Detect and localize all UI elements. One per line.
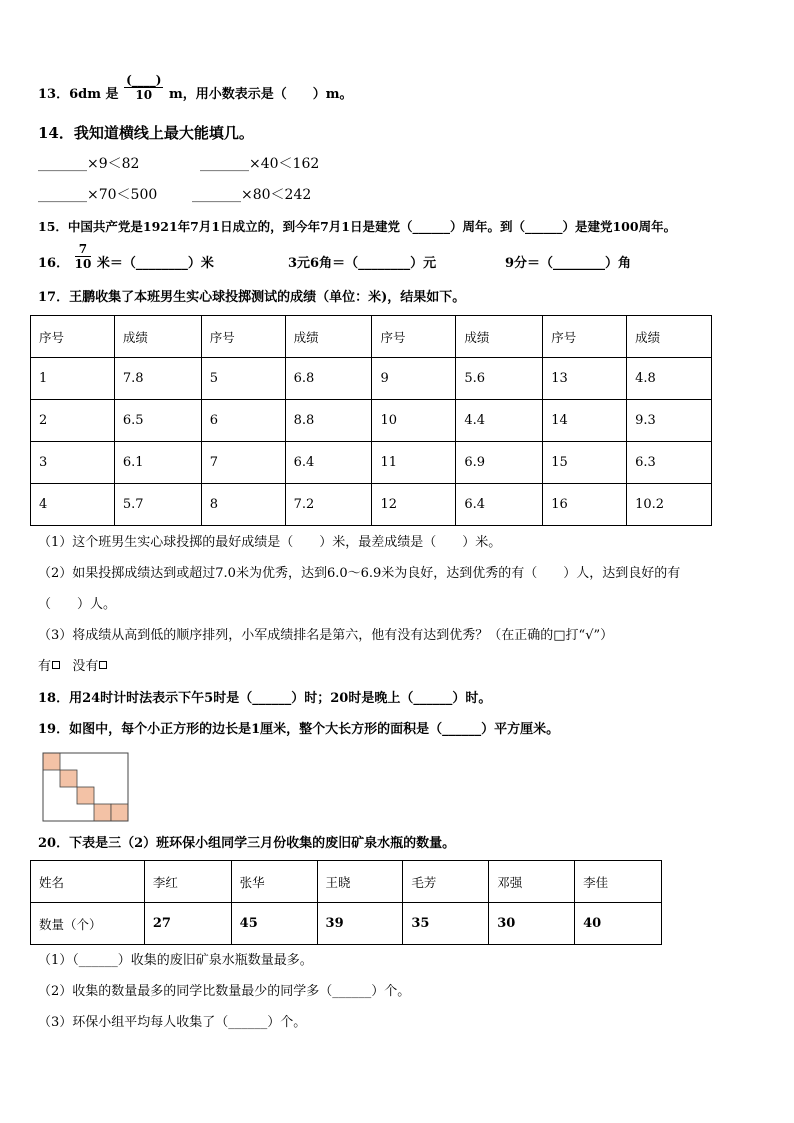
- q17-cell: 6.4: [285, 442, 372, 484]
- q17-cell: 16: [543, 484, 627, 526]
- q17-cell: 4.8: [627, 358, 712, 400]
- q17-cell: 6.1: [114, 442, 201, 484]
- q17-cell: 10: [372, 400, 456, 442]
- q17-cell: 13: [543, 358, 627, 400]
- q20-sub2: （2）收集的数量最多的同学比数量最少的同学多（______）个。: [38, 984, 411, 999]
- q17-header-cell: 成绩: [285, 316, 372, 358]
- q16-number: 16．: [38, 256, 70, 271]
- q17-cell: 6.9: [456, 442, 543, 484]
- q17-cell: 6.5: [114, 400, 201, 442]
- q20-bottle-table: [30, 860, 662, 945]
- q20-sub1: （1）（______）收集的废旧矿泉水瓶数量最多。: [38, 953, 313, 968]
- q20-header-cell: 李红: [144, 861, 231, 903]
- q17-cell: 15: [543, 442, 627, 484]
- q17-sub1: （1）这个班男生实心球投掷的最好成绩是（ ）米，最差成绩是（ ）米。: [38, 535, 502, 550]
- q14-item-3: _______×70＜500: [38, 187, 158, 203]
- q17-header-cell: 序号: [372, 316, 456, 358]
- q17-title: 17．王鹏收集了本班男生实心球投掷测试的成绩（单位：米)，结果如下。: [38, 290, 466, 305]
- q20-header-row: [31, 861, 662, 903]
- q17-cell: 8: [201, 484, 285, 526]
- q14-title: 14．我知道横线上最大能填几。: [38, 124, 254, 142]
- q20-row-label: 数量（个）: [31, 903, 145, 945]
- q17-header-cell: 成绩: [456, 316, 543, 358]
- q17-score-table: [30, 315, 712, 526]
- q17-cell: 3: [31, 442, 115, 484]
- q20-header-cell: 毛芳: [403, 861, 489, 903]
- q17-cell: 7.8: [114, 358, 201, 400]
- q17-sub3: （3）将成绩从高到低的顺序排列，小军成绩排名是第六，他有没有达到优秀？（在正确的□打“√”）: [38, 628, 614, 643]
- q17-cell: 6: [201, 400, 285, 442]
- option-yes-checkbox[interactable]: [52, 661, 60, 669]
- q17-header-cell: 序号: [543, 316, 627, 358]
- q20-cell: 45: [231, 903, 317, 945]
- table-row: [31, 903, 662, 945]
- q17-options: [38, 658, 107, 676]
- q20-cell: 27: [144, 903, 231, 945]
- q16-frac-den: 10: [74, 257, 92, 271]
- q17-header-row: [31, 316, 712, 358]
- q17-cell: 5.7: [114, 484, 201, 526]
- q17-header-cell: 成绩: [627, 316, 712, 358]
- q17-cell: 7: [201, 442, 285, 484]
- question-19: 19．如图中，每个小正方形的边长是1厘米，整个大长方形的面积是（______）平方厘米。: [38, 722, 560, 737]
- q19-square: [111, 804, 128, 821]
- q16-fraction: [75, 242, 92, 271]
- q20-header-cell: 邓强: [489, 861, 575, 903]
- q17-cell: 11: [372, 442, 456, 484]
- q17-cell: 5.6: [456, 358, 543, 400]
- q14-item-4: _______×80＜242: [192, 187, 312, 203]
- q17-header-cell: 序号: [201, 316, 285, 358]
- q19-square: [43, 753, 60, 770]
- q17-cell: 10.2: [627, 484, 712, 526]
- q20-header-cell: 姓名: [31, 861, 145, 903]
- q17-cell: 5: [201, 358, 285, 400]
- q17-cell: 4: [31, 484, 115, 526]
- q19-square: [60, 770, 77, 787]
- q17-cell: 9: [372, 358, 456, 400]
- q17-cell: 12: [372, 484, 456, 526]
- q19-square: [77, 787, 94, 804]
- question-16: [38, 242, 214, 273]
- q19-rectangle-figure: [42, 752, 138, 824]
- q20-cell: 35: [403, 903, 489, 945]
- q17-cell: 7.2: [285, 484, 372, 526]
- q19-square: [94, 804, 111, 821]
- q13-text-b: m，用小数表示是（ ）m。: [168, 87, 353, 102]
- q13-fraction: [124, 73, 163, 102]
- q16-part-b: 3元6角＝（________）元: [288, 256, 437, 271]
- q20-header-cell: 张华: [231, 861, 317, 903]
- q14-item-2: _______×40＜162: [200, 156, 320, 172]
- question-13: 13．6dm 是 $\frac{(\_\_\_\_)}{10}$ m，用小数表示是（ ）m。: [38, 73, 353, 102]
- q17-sub2b: （ ）人。: [38, 597, 117, 612]
- option-yes-label: 有: [38, 659, 52, 674]
- q17-cell: 8.8: [285, 400, 372, 442]
- q17-header-cell: 序号: [31, 316, 115, 358]
- q17-cell: 6.3: [627, 442, 712, 484]
- q17-cell: 2: [31, 400, 115, 442]
- q17-sub2a: （2）如果投掷成绩达到或超过7.0米为优秀，达到6.0～6.9米为良好，达到优秀的有（ ）人，达到良好的有: [38, 566, 681, 581]
- question-15: 15．中国共产党是1921年7月1日成立的，到今年7月1日是建党（______）周年。到（______）是建党100周年。: [38, 219, 677, 234]
- q17-cell: 6.4: [456, 484, 543, 526]
- q20-cell: 40: [575, 903, 662, 945]
- table-row: [31, 484, 712, 526]
- table-row: [31, 442, 712, 484]
- q17-header-cell: 成绩: [114, 316, 201, 358]
- question-18: 18．用24时计时法表示下午5时是（______）时；20时是晚上（______）时。: [38, 691, 492, 706]
- q17-cell: 1: [31, 358, 115, 400]
- q16-part-a: 米＝（________）米: [96, 256, 214, 271]
- q17-cell: 6.8: [285, 358, 372, 400]
- table-row: [31, 400, 712, 442]
- q13-number: 13: [38, 87, 57, 102]
- q16-part-c: 9分＝（________）角: [505, 256, 632, 271]
- q20-sub3: （3）环保小组平均每人收集了（______）个。: [38, 1015, 307, 1030]
- option-no-checkbox[interactable]: [99, 661, 107, 669]
- table-row: [31, 358, 712, 400]
- q17-cell: 4.4: [456, 400, 543, 442]
- q20-header-cell: 王晓: [317, 861, 403, 903]
- q14-item-1: _______×9＜82: [38, 156, 140, 172]
- q20-cell: 30: [489, 903, 575, 945]
- q20-header-cell: 李佳: [575, 861, 662, 903]
- q20-title: 20．下表是三（2）班环保小组同学三月份收集的废旧矿泉水瓶的数量。: [38, 836, 456, 851]
- q16-frac-num: 7: [75, 242, 92, 257]
- q13-text-a: 6dm 是: [69, 87, 119, 102]
- option-no-label: 没有: [72, 659, 99, 674]
- q13-frac-num: (____): [126, 73, 162, 87]
- q20-cell: 39: [317, 903, 403, 945]
- q13-frac-den: 10: [135, 88, 153, 102]
- q17-cell: 9.3: [627, 400, 712, 442]
- q17-cell: 14: [543, 400, 627, 442]
